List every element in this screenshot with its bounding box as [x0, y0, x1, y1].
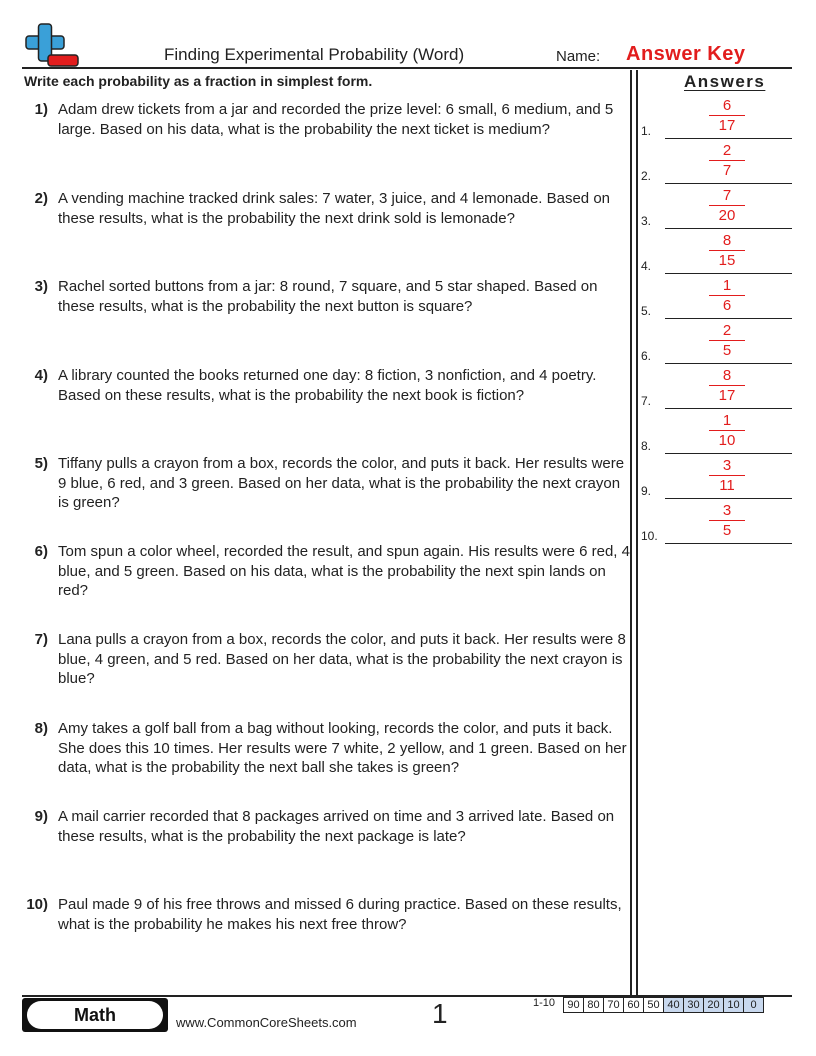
answer-row — [641, 94, 792, 139]
question-text: A mail carrier recorded that 8 packages arrived on time and 3 arrived late. Based on these results, what is the probability the next package is late? — [58, 808, 615, 845]
answer-row — [641, 319, 792, 364]
fraction-numerator: 7 — [722, 187, 732, 204]
fraction-bar — [709, 385, 745, 386]
question-text: Tiffany pulls a crayon from a box, records the color, and puts it back. Her results were 9 blue, 6 red, and 3 green. Based on her data, what is the probability the next crayon is green? — [58, 455, 625, 511]
score-cell: 40 — [664, 998, 684, 1013]
fraction-numerator: 3 — [722, 502, 732, 519]
fraction-bar — [709, 295, 745, 296]
question-text: A library counted the books returned one day: 8 fiction, 3 nonfiction, and 4 poetry. Based on these results, what is the probability the next book is fiction? — [58, 367, 597, 404]
answer-fraction — [707, 457, 747, 494]
fraction-bar — [709, 205, 745, 206]
answer-row — [641, 184, 792, 229]
fraction-bar — [709, 160, 745, 161]
answer-fraction — [707, 502, 747, 539]
answer-row — [641, 499, 792, 544]
question-number: 7) — [34, 631, 48, 648]
subject-badge — [22, 998, 168, 1032]
answer-fraction — [707, 367, 747, 404]
question-text: Rachel sorted buttons from a jar: 8 round, 7 square, and 5 star shaped. Based on these results, what is the probability the next button is square? — [58, 278, 598, 315]
fraction-bar — [709, 115, 745, 116]
subject-label: Math — [27, 1001, 163, 1029]
answer-number: 10. — [641, 529, 658, 543]
question-number: 8) — [34, 720, 48, 737]
fraction-denominator: 17 — [718, 117, 736, 134]
score-table — [563, 997, 764, 1013]
answer-number: 2. — [641, 169, 652, 183]
question-number: 3) — [34, 278, 48, 295]
answer-fraction — [707, 97, 747, 134]
question-text: Adam drew tickets from a jar and recorded the prize level: 6 small, 6 medium, and 5 large. Based on his data, what is the probability the next ticket is medium? — [58, 101, 614, 138]
answer-number: 5. — [641, 304, 652, 318]
answer-number: 6. — [641, 349, 652, 363]
question-text: A vending machine tracked drink sales: 7 water, 3 juice, and 4 lemonade. Based on these results, what is the probability the next drink sold is lemonade? — [58, 190, 611, 227]
fraction-denominator: 7 — [722, 162, 732, 179]
score-range-label: 1-10 — [533, 997, 556, 1009]
fraction-denominator: 15 — [718, 252, 736, 269]
answer-row — [641, 139, 792, 184]
answer-fraction — [707, 322, 747, 359]
answer-row — [641, 274, 792, 319]
answer-fraction — [707, 142, 747, 179]
score-cell: 70 — [604, 998, 624, 1013]
answer-fraction — [707, 187, 747, 224]
question-text: Tom spun a color wheel, recorded the result, and spun again. His results were 6 red, 4 blue, and 5 green. Based on his data, what is the probability the next spin lands on red? — [58, 543, 630, 599]
fraction-bar — [709, 250, 745, 251]
answer-key-label: Answer Key — [626, 43, 746, 65]
question-text: Amy takes a golf ball from a bag without looking, records the color, and puts it back. She does this 10 times. Her results were 7 white, 2 yellow, and 1 green. Based on her data, what is the probability the next ball she takes is green? — [58, 720, 627, 776]
fraction-bar — [709, 340, 745, 341]
score-cell: 10 — [724, 998, 744, 1013]
answer-row — [641, 409, 792, 454]
answer-number: 3. — [641, 214, 652, 228]
answer-number: 7. — [641, 394, 652, 408]
answer-number: 9. — [641, 484, 652, 498]
fraction-numerator: 1 — [722, 412, 732, 429]
answer-row — [641, 364, 792, 409]
worksheet-title: Finding Experimental Probability (Word) — [164, 45, 465, 64]
answer-row — [641, 229, 792, 274]
name-label: Name: — [556, 48, 601, 65]
fraction-numerator: 8 — [722, 367, 732, 384]
fraction-bar — [709, 430, 745, 431]
answer-number: 8. — [641, 439, 652, 453]
fraction-denominator: 20 — [718, 207, 736, 224]
question-number: 9) — [34, 808, 48, 825]
question-number: 4) — [34, 367, 48, 384]
answer-fraction — [707, 277, 747, 314]
fraction-numerator: 2 — [722, 142, 732, 159]
question-text: Paul made 9 of his free throws and missed 6 during practice. Based on these results, what is the probability he makes his next free throw? — [58, 896, 622, 933]
score-cell: 90 — [564, 998, 584, 1013]
question-number: 6) — [34, 543, 48, 560]
fraction-denominator: 17 — [718, 387, 736, 404]
score-cell: 30 — [684, 998, 704, 1013]
instructions: Write each probability as a fraction in simplest form. — [24, 73, 373, 89]
fraction-bar — [709, 520, 745, 521]
fraction-denominator: 5 — [722, 342, 732, 359]
fraction-denominator: 5 — [722, 522, 732, 539]
score-cell: 20 — [704, 998, 724, 1013]
question-text: Lana pulls a crayon from a box, records the color, and puts it back. Her results were 8 blue, 4 green, and 5 red. Based on her data, what is the probability the next crayon is blue? — [58, 631, 626, 687]
fraction-denominator: 11 — [719, 477, 735, 494]
question-number: 2) — [34, 190, 48, 207]
fraction-numerator: 2 — [722, 322, 732, 339]
fraction-bar — [709, 475, 745, 476]
commoncoresheets-logo — [22, 22, 80, 68]
fraction-numerator: 6 — [722, 97, 732, 114]
fraction-numerator: 8 — [722, 232, 732, 249]
fraction-numerator: 1 — [722, 277, 732, 294]
question-number: 1) — [34, 101, 48, 118]
answer-line — [665, 543, 792, 544]
fraction-numerator: 3 — [722, 457, 732, 474]
fraction-denominator: 6 — [722, 297, 732, 314]
score-cell: 0 — [744, 998, 764, 1013]
website-link[interactable]: www.CommonCoreSheets.com — [176, 1015, 357, 1030]
question-number: 5) — [34, 455, 48, 472]
answer-row — [641, 454, 792, 499]
answers-heading: Answers — [684, 72, 766, 91]
page-number: 1 — [432, 998, 448, 1029]
answer-number: 1. — [641, 124, 652, 138]
score-cell: 50 — [644, 998, 664, 1013]
score-cell: 80 — [584, 998, 604, 1013]
header-divider — [22, 67, 792, 69]
answer-fraction — [707, 412, 747, 449]
answer-number: 4. — [641, 259, 652, 273]
question-number: 10) — [26, 896, 48, 913]
fraction-denominator: 10 — [718, 432, 736, 449]
answer-fraction — [707, 232, 747, 269]
score-cell: 60 — [624, 998, 644, 1013]
